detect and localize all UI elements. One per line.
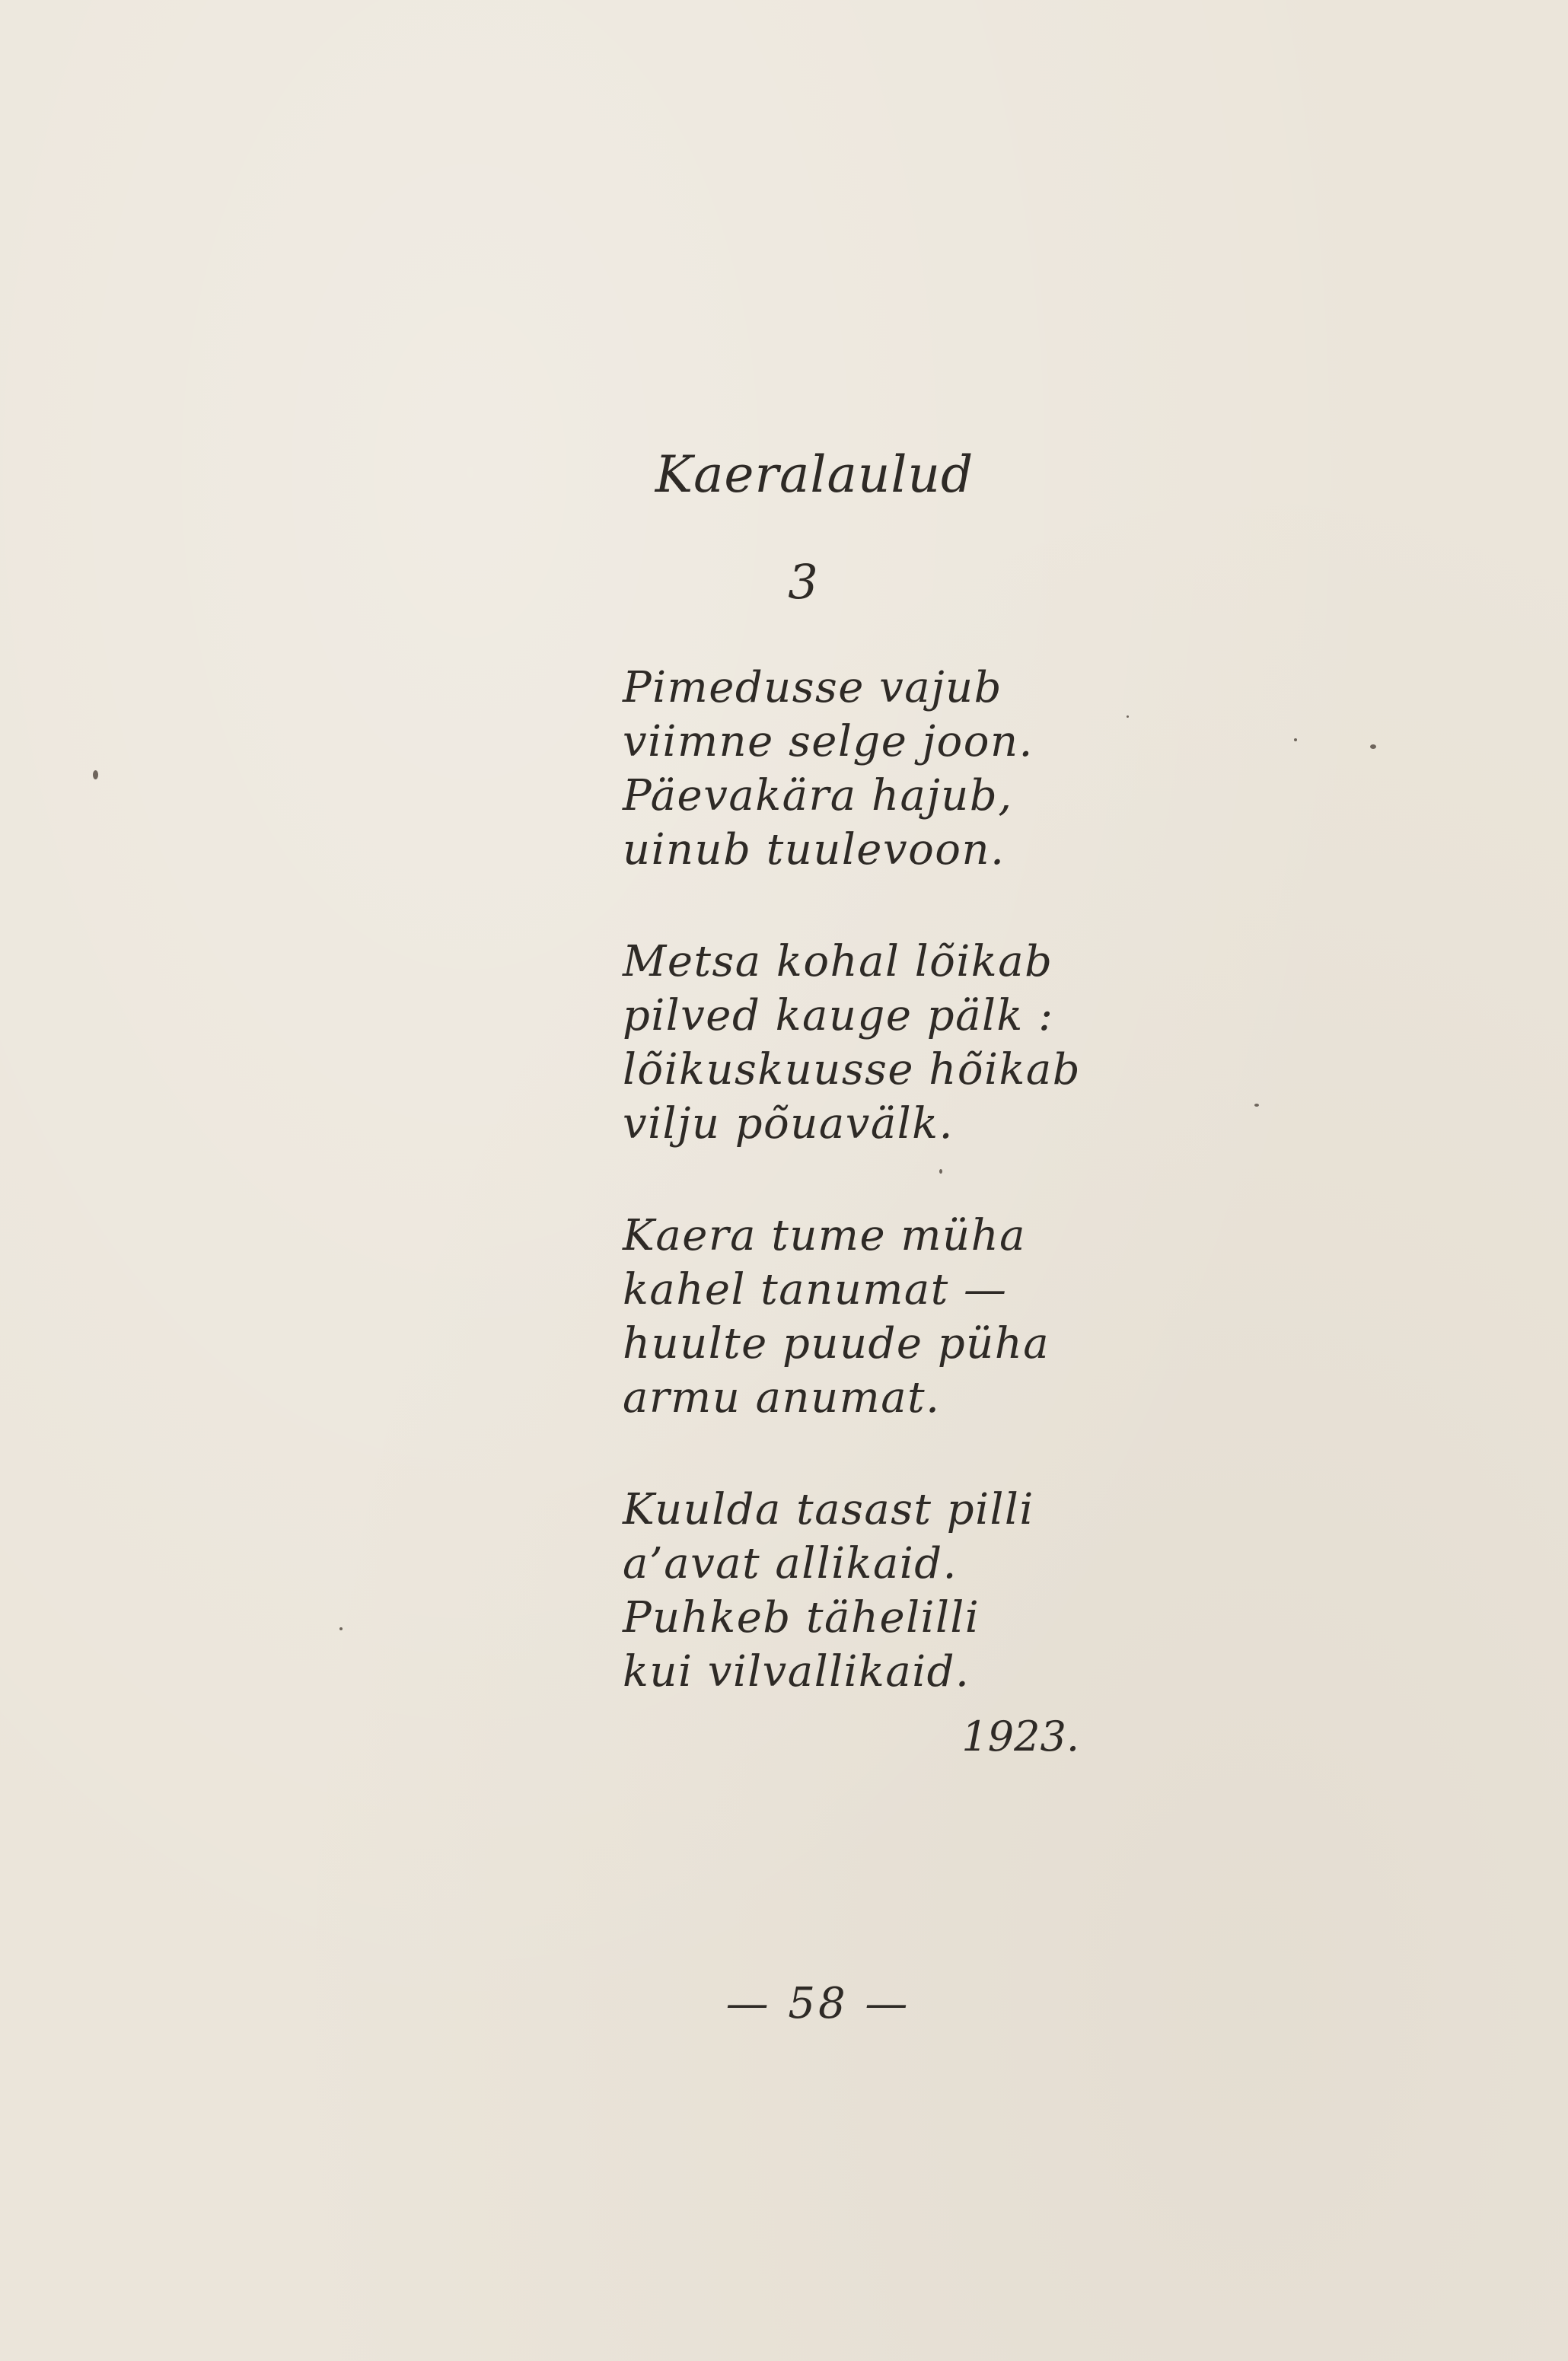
poem-line: huulte puude püha bbox=[623, 1319, 1050, 1368]
poem-line: vilju põuavälk. bbox=[623, 1099, 954, 1149]
stanza bbox=[623, 1209, 1110, 1425]
paper-speck bbox=[339, 1627, 343, 1630]
poem-line: Päevakära hajub, bbox=[623, 771, 1013, 820]
poem-body bbox=[623, 661, 1110, 1757]
poem-line: kahel tanumat — bbox=[623, 1265, 1008, 1314]
paper-speck bbox=[1254, 1104, 1259, 1107]
stanza bbox=[623, 1483, 1110, 1699]
section-number: 3 bbox=[788, 554, 818, 610]
poem-line: lõikuskuusse hõikab bbox=[623, 1045, 1082, 1094]
poem-line: Puhkeb tähelilli bbox=[623, 1593, 980, 1643]
poem-line: uinub tuulevoon. bbox=[623, 825, 1005, 875]
poem-line: viimne selge joon. bbox=[623, 717, 1034, 766]
paper-speck bbox=[93, 770, 98, 779]
paper-speck bbox=[1370, 744, 1376, 749]
stanza bbox=[623, 935, 1110, 1151]
poem-line: kui vilvallikaid. bbox=[623, 1647, 970, 1697]
paper-speck bbox=[1294, 738, 1297, 741]
page-number: — 58 — bbox=[725, 1979, 911, 2028]
poem-line: Pimedusse vajub bbox=[623, 663, 1002, 712]
poem-line: armu anumat. bbox=[623, 1373, 941, 1423]
poem-date: 1923. bbox=[961, 1713, 1079, 1760]
paper-speck bbox=[1127, 715, 1129, 718]
poem-line: Metsa kohal lõikab bbox=[623, 937, 1053, 986]
stanza bbox=[623, 661, 1110, 877]
poem-line: Kuulda tasast pilli bbox=[623, 1485, 1034, 1534]
poem-line: pilved kauge pälk : bbox=[623, 991, 1054, 1040]
poem-line: a’avat allikaid. bbox=[623, 1539, 958, 1588]
poem-title: Kaeralaulud bbox=[655, 445, 974, 504]
poem-line: Kaera tume müha bbox=[623, 1211, 1027, 1260]
